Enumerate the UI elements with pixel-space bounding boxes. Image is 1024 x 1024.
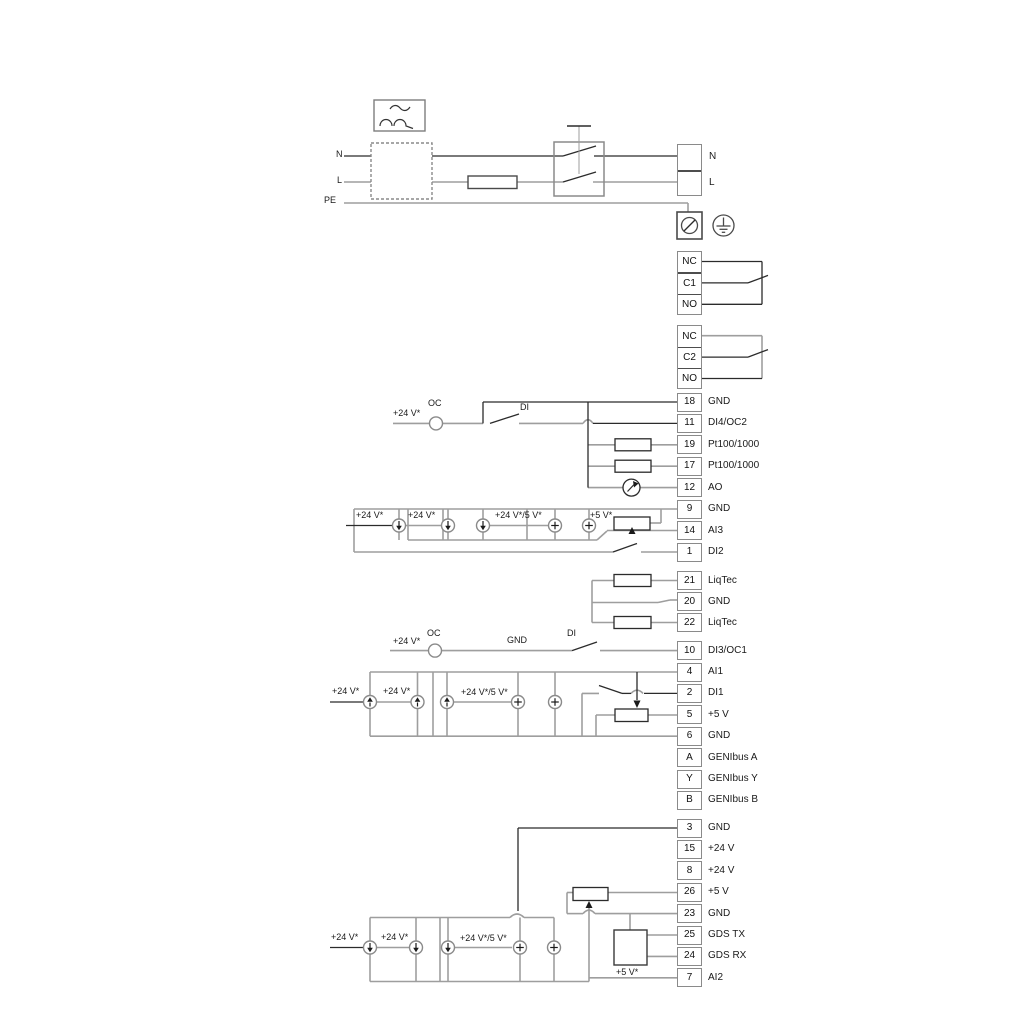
resistor-pt100-19 <box>615 439 651 451</box>
terminal-cell-NO: NO <box>682 373 697 385</box>
terminal-cell-C2: C2 <box>683 352 696 364</box>
terminal-cell-NO: NO <box>682 299 697 311</box>
terminal-cell-7: 7 <box>677 968 702 987</box>
current-source-icon <box>364 696 377 709</box>
terminal-cell-11: 11 <box>677 414 702 433</box>
wire-label-10: +24 V* <box>393 636 421 646</box>
terminal-label-18: GND <box>708 396 731 407</box>
terminal-cell-4: 4 <box>677 663 702 682</box>
wire-label-19: +24 V*/5 V* <box>460 933 507 943</box>
terminal-cell-6: 6 <box>677 727 702 746</box>
terminal-cell-NC: NC <box>682 330 697 342</box>
voltage-source-icon <box>514 941 527 954</box>
terminal-label-24: GDS RX <box>708 950 747 962</box>
cell-divider <box>678 170 701 171</box>
terminal-cell-1: 1 <box>677 543 702 562</box>
wire-label-18: +24 V* <box>381 932 409 942</box>
terminal-label-n: N <box>709 151 717 162</box>
potentiometer-ai2 <box>573 888 608 909</box>
wire-label-11: OC <box>427 628 441 638</box>
terminal-cell-10: 10 <box>677 641 702 660</box>
wire-label-7: +24 V* <box>408 510 436 520</box>
potentiometer-ai3 <box>614 517 650 534</box>
terminal-label-25: GDS TX <box>708 929 746 940</box>
current-source-icon <box>477 519 490 532</box>
terminal-label-B: GENIbus B <box>708 794 759 806</box>
terminal-cell-24: 24 <box>677 947 702 966</box>
liqtec-resistor-21 <box>614 575 651 587</box>
terminal-cell-2: 2 <box>677 684 702 703</box>
current-source-icon <box>441 696 454 709</box>
liqtec-resistor-22 <box>614 617 651 629</box>
wire-label-0: N <box>336 149 343 159</box>
wire-label-1: L <box>337 175 343 185</box>
wire-label-16: +24 V*/5 V* <box>461 687 508 697</box>
wire-label-14: +24 V* <box>332 686 360 696</box>
current-source-icon <box>411 696 424 709</box>
terminal-label-6: GND <box>708 730 731 742</box>
terminal-label-11: DI4/OC2 <box>708 417 747 429</box>
terminal-cell-3: 3 <box>677 819 702 838</box>
terminal-label-15: +24 V <box>708 843 735 855</box>
current-source-icon <box>364 941 377 954</box>
wire-label-6: +24 V* <box>356 510 384 520</box>
terminal-label-23: GND <box>708 907 731 919</box>
gds-module-box <box>614 930 647 965</box>
voltage-source-icon <box>549 519 562 532</box>
terminal-cell-NC: NC <box>682 256 697 268</box>
terminal-label-10: DI3/OC1 <box>708 644 747 656</box>
terminal-label-1: DI2 <box>708 546 724 557</box>
terminal-label-19: Pt100/1000 <box>708 438 760 450</box>
pe-terminal-clamp-icon <box>677 212 702 239</box>
terminal-cell-20: 20 <box>677 592 702 611</box>
current-source-icon <box>393 519 406 532</box>
terminal-label-A: GENIbus A <box>708 751 758 763</box>
terminal-label-5: +5 V <box>708 708 729 720</box>
terminal-group-mains <box>677 144 702 196</box>
wire-label-13: DI <box>567 628 576 638</box>
terminal-cell-14: 14 <box>677 521 702 540</box>
terminal-label-22: LiqTec <box>708 616 737 628</box>
terminal-cell-21: 21 <box>677 571 702 590</box>
voltage-source-icon <box>512 696 525 709</box>
terminal-label-14: AI3 <box>708 524 724 536</box>
wire-label-5: DI <box>520 402 529 412</box>
terminal-cell-19: 19 <box>677 435 702 454</box>
terminal-label-8: +24 V <box>708 864 735 876</box>
main-switch-box <box>554 126 604 196</box>
ao-gauge-icon <box>623 479 640 496</box>
open-collector-icon <box>429 644 442 657</box>
potentiometer-ai1 <box>615 701 648 722</box>
current-source-icon <box>442 941 455 954</box>
terminal-label-4: AI1 <box>708 666 724 677</box>
terminal-cell-18: 18 <box>677 393 702 412</box>
terminal-cell-26: 26 <box>677 883 702 902</box>
terminal-label-3: GND <box>708 822 731 833</box>
terminal-label-7: AI2 <box>708 971 724 983</box>
wire-label-15: +24 V* <box>383 686 411 696</box>
terminal-cell-8: 8 <box>677 861 702 880</box>
open-collector-icon <box>430 417 443 430</box>
terminal-label-12: AO <box>708 481 723 493</box>
terminal-cell-12: 12 <box>677 478 702 497</box>
terminal-label-20: GND <box>708 595 731 607</box>
terminal-label-26: +5 V <box>708 886 729 898</box>
current-source-icon <box>442 519 455 532</box>
wire-label-12: GND <box>507 635 527 645</box>
ac-source-icon <box>374 100 425 131</box>
voltage-source-icon <box>549 696 562 709</box>
terminal-cell-25: 25 <box>677 926 702 945</box>
terminal-label-9: GND <box>708 503 731 514</box>
wire-label-4: OC <box>428 398 442 408</box>
wire-label-17: +24 V* <box>331 932 359 942</box>
voltage-source-icon <box>548 941 561 954</box>
earth-ground-icon <box>713 215 734 236</box>
current-source-icon <box>410 941 423 954</box>
terminal-label-17: Pt100/1000 <box>708 460 760 472</box>
filter-box-dashed <box>371 143 432 199</box>
terminal-label-l: L <box>709 177 715 188</box>
terminal-cell-C1: C1 <box>683 277 696 289</box>
terminal-cell-22: 22 <box>677 613 702 632</box>
terminal-group-relay-2 <box>677 325 702 389</box>
terminal-cell-15: 15 <box>677 840 702 859</box>
terminal-cell-9: 9 <box>677 500 702 519</box>
terminal-label-Y: GENIbus Y <box>708 773 758 784</box>
wire-label-3: +24 V* <box>393 408 421 418</box>
terminal-cell-A: A <box>677 748 702 767</box>
wire-label-8: +24 V*/5 V* <box>495 510 542 520</box>
terminal-cell-B: B <box>677 791 702 810</box>
terminal-label-21: LiqTec <box>708 574 737 586</box>
fuse-symbol <box>468 176 517 189</box>
voltage-source-icon <box>583 519 596 532</box>
terminal-label-2: DI1 <box>708 687 724 699</box>
terminal-cell-17: 17 <box>677 457 702 476</box>
terminal-cell-5: 5 <box>677 705 702 724</box>
wire-label-9: +5 V* <box>590 510 613 520</box>
resistor-pt100-17 <box>615 460 651 472</box>
wire-label-2: PE <box>324 195 337 205</box>
terminal-group-relay-1 <box>677 251 702 315</box>
wire-layer-dark <box>330 146 768 948</box>
terminal-cell-Y: Y <box>677 770 702 789</box>
terminal-cell-23: 23 <box>677 904 702 923</box>
wire-label-20: +5 V* <box>616 967 639 977</box>
